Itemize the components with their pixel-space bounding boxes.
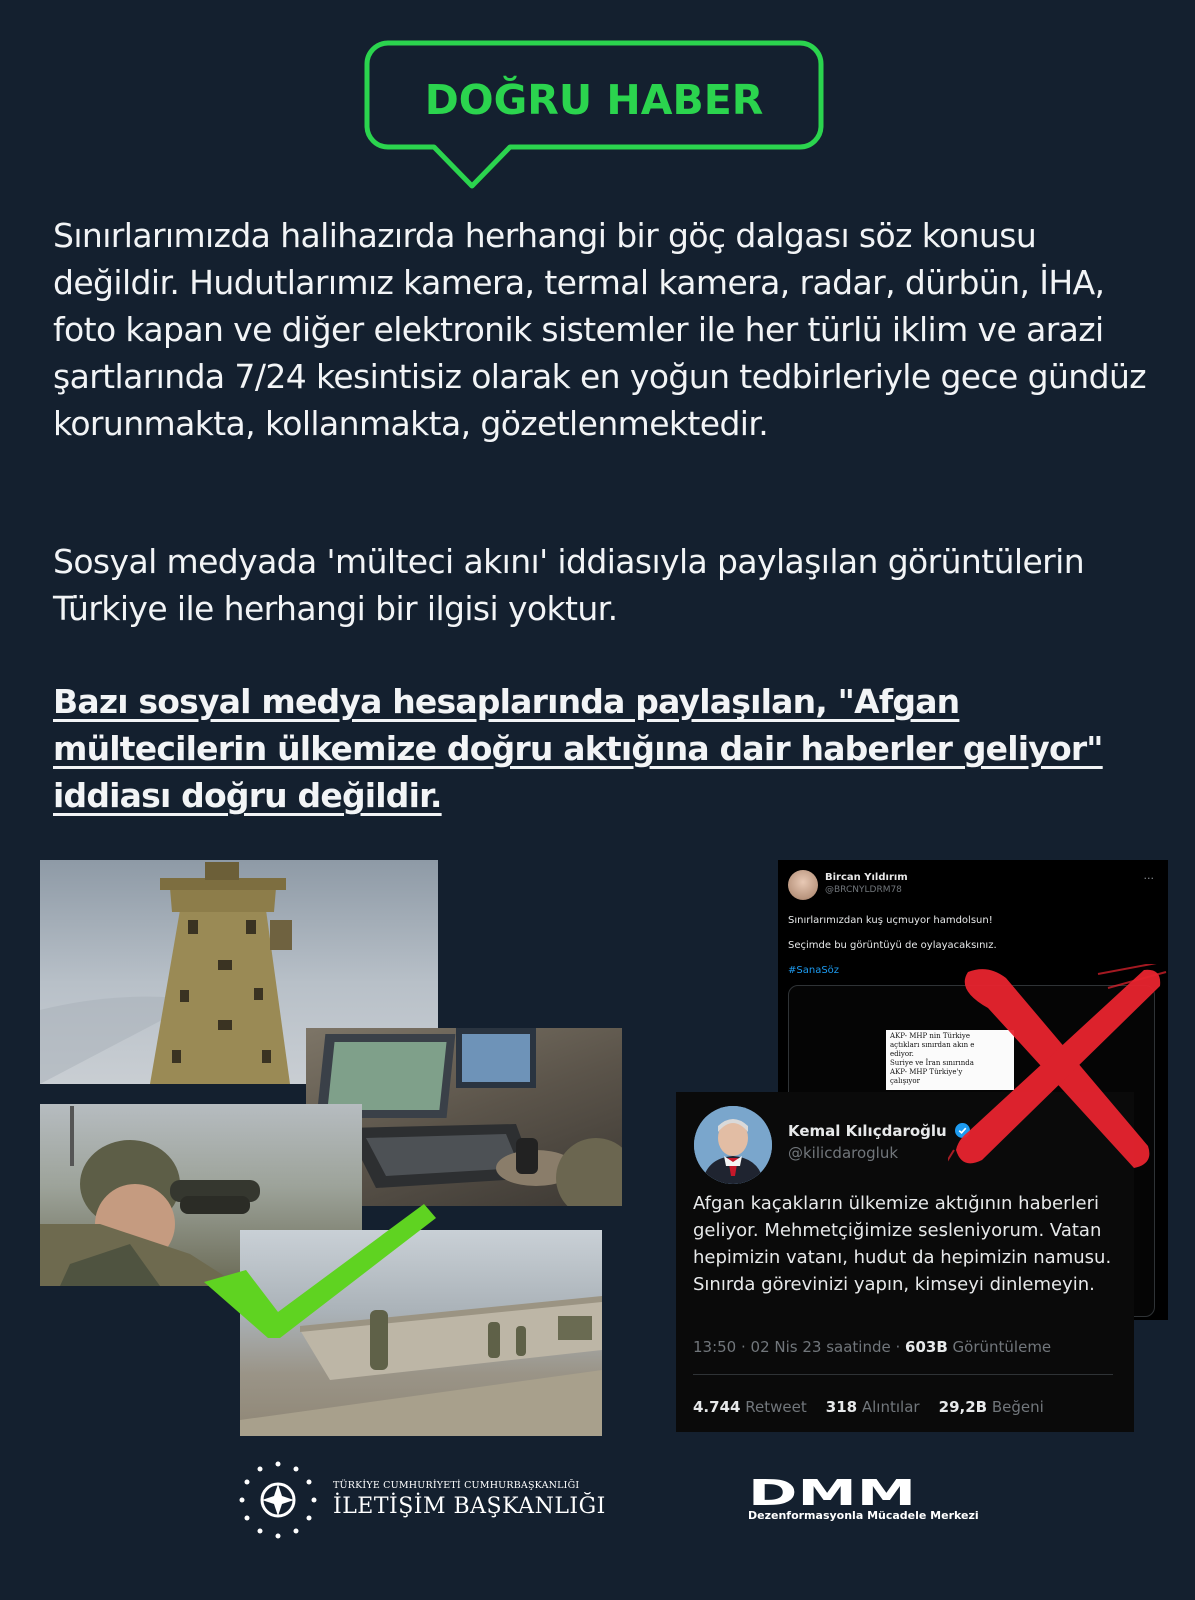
tweet-text-line: Seçimde bu görüntüyü de oylayacaksınız.: [788, 940, 997, 951]
avatar: [694, 1106, 772, 1184]
screenshot-document: AKP- MHP nin Türkiye açtıkları sınırdan akın e ediyor. Suriye ve İran sınırında AKP- MHP Türkiye'y çalışıyor: [886, 1030, 1014, 1090]
badge-label: DOĞRU HABER: [424, 76, 764, 124]
conclusion-text: [53, 678, 1163, 819]
avatar: [788, 870, 818, 900]
tweet-body: Afgan kaçakların ülkemize aktığının haberleri geliyor. Mehmetçiğimize sesleniyorum. Vatan hepimizin vatanı, hudut da hepimizin namusu. Sınırda görevinizi yapın, kimseyi dinlemeyin.: [693, 1193, 1112, 1295]
tweet-stats: 4.744 Retweet 318 Alıntılar 29,2B Beğeni: [693, 1398, 1044, 1416]
tweet-meta: 13:50 · 02 Nis 23 saatinde · 603B Görüntüleme: [693, 1338, 1052, 1356]
divider: [693, 1374, 1113, 1375]
tweet-author-handle: @kilicdarogluk: [788, 1144, 899, 1162]
dmm-subtitle: Dezenformasyonla Mücadele Merkezi: [748, 1509, 979, 1522]
tweet-author-name: Kemal Kılıçdaroğlu: [788, 1122, 970, 1140]
conclusion-underlined: Bazı sosyal medya hesaplarında paylaşılan, "Afgan mültecilerin ülkemize doğru aktığına dair haberler geliyor" iddiası doğru değildir.: [53, 682, 1103, 815]
tweet-author-name: Bircan Yıldırım: [825, 872, 908, 883]
tweet-author-handle: @BRCNYLDRM78: [825, 885, 902, 895]
dmm-logo: [748, 1476, 918, 1508]
tweet-hashtag: #SanaSöz: [788, 965, 840, 976]
check-mark-icon: [200, 1200, 440, 1340]
more-options-icon: ···: [1143, 872, 1154, 885]
svg-text:DMM: DMM: [748, 1476, 916, 1508]
iletisim-title: İLETİŞİM BAŞKANLIĞI: [333, 1494, 606, 1519]
cross-mark-icon: [948, 964, 1168, 1172]
main-paragraph: Sınırlarımızda halihazırda herhangi bir göç dalgası söz konusu değildir. Hudutlarımız kamera, termal kamera, radar, dürbün, İHA, foto kapan ve diğer elektronik sistemler ile her türlü iklim ve arazi şartlarında 7/24 kesintisiz olarak en yoğun tedbirleriyle gece gündüz korunmakta, kollanmakta, gözetlenmektedir.: [53, 216, 1146, 443]
iletisim-subtitle: TÜRKİYE CUMHURİYETİ CUMHURBAŞKANLIĞI: [333, 1480, 580, 1491]
secondary-paragraph: Sosyal medyada 'mülteci akını' iddiasıyla paylaşılan görüntülerin Türkiye ile herhangi bir ilgisi yoktur.: [53, 542, 1085, 628]
tweet-text-line: Sınırlarımızdan kuş uçmuyor hamdolsun!: [788, 915, 993, 926]
iletisim-emblem-icon: [238, 1460, 318, 1540]
